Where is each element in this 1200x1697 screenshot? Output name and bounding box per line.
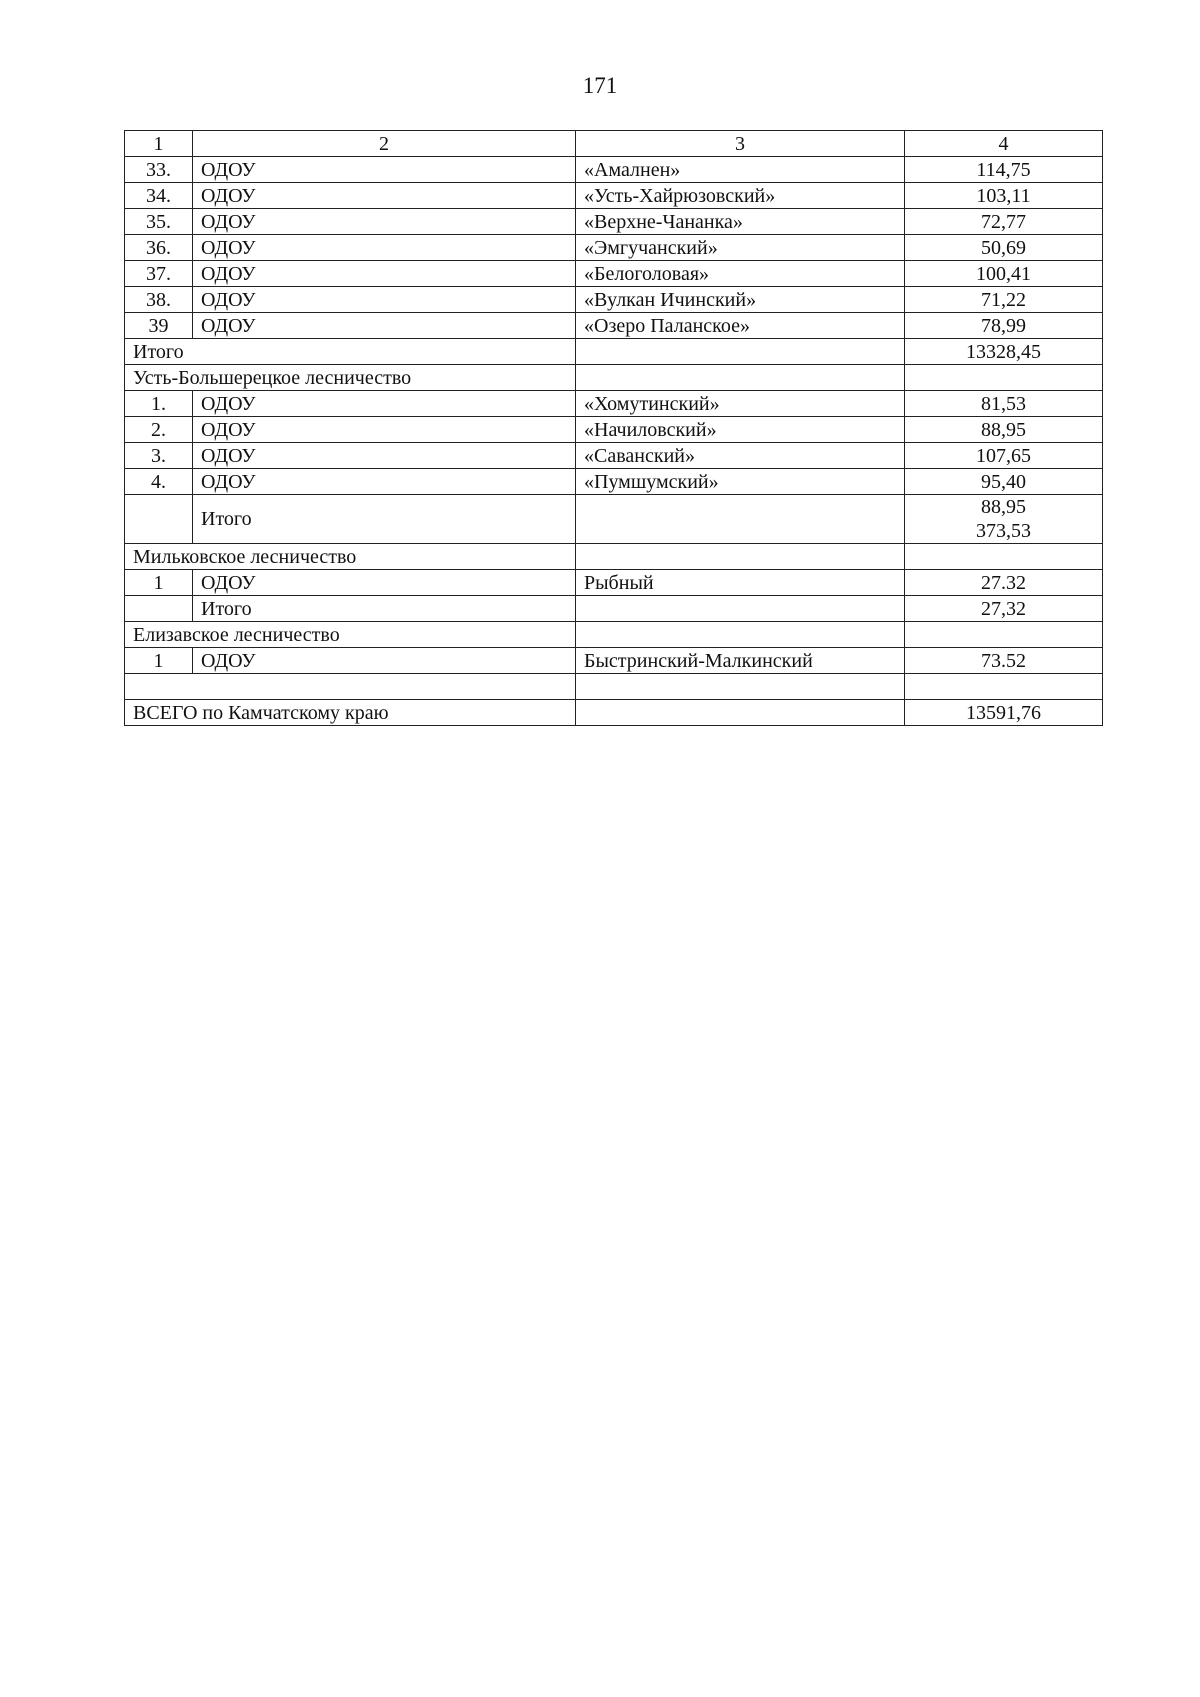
row-name: «Озеро Паланское» (576, 313, 905, 339)
row-value: 27.32 (905, 570, 1103, 596)
table-row (125, 157, 1103, 183)
row-number: 1 (125, 648, 193, 674)
section-row (125, 365, 1103, 391)
empty-cell (905, 544, 1103, 570)
empty-cell (576, 365, 905, 391)
empty-cell (125, 596, 193, 622)
row-number: 1 (125, 570, 193, 596)
row-value: 81,53 (905, 391, 1103, 417)
row-type: ОДОУ (193, 183, 576, 209)
row-number: 2. (125, 417, 193, 443)
table-row (125, 570, 1103, 596)
empty-cell (576, 495, 905, 544)
row-value: 95,40 (905, 469, 1103, 495)
row-name: «Белоголовая» (576, 261, 905, 287)
empty-cell (576, 596, 905, 622)
row-name: Рыбный (576, 570, 905, 596)
row-name: «Эмгучанский» (576, 235, 905, 261)
subtotal-label: Итого (193, 495, 576, 544)
subtotal-row (125, 495, 1103, 544)
empty-row (125, 674, 1103, 700)
empty-cell (576, 674, 905, 700)
row-name: «Саванский» (576, 443, 905, 469)
empty-cell (125, 674, 576, 700)
row-name: «Амалнен» (576, 157, 905, 183)
header-row (125, 131, 1103, 157)
row-type: ОДОУ (193, 287, 576, 313)
row-value: 73.52 (905, 648, 1103, 674)
row-value: 78,99 (905, 313, 1103, 339)
row-type: ОДОУ (193, 648, 576, 674)
row-type: ОДОУ (193, 469, 576, 495)
table-row (125, 391, 1103, 417)
row-value: 88,95 (905, 417, 1103, 443)
page-number: 171 (582, 73, 618, 98)
grand-total-label: ВСЕГО по Камчатскому краю (125, 700, 576, 726)
empty-cell (576, 622, 905, 648)
header-col-4: 4 (905, 131, 1103, 157)
subtotal-value: 13328,45 (905, 339, 1103, 365)
row-value: 100,41 (905, 261, 1103, 287)
row-type: ОДОУ (193, 391, 576, 417)
subtotal-value: 27,32 (905, 596, 1103, 622)
subtotal-value-line-1: 88,95 (981, 496, 1026, 518)
table-row (125, 209, 1103, 235)
subtotal-value-line-2: 373,53 (976, 520, 1031, 542)
row-type: ОДОУ (193, 570, 576, 596)
subtotal-row (125, 339, 1103, 365)
row-value: 114,75 (905, 157, 1103, 183)
row-name: «Вулкан Ичинский» (576, 287, 905, 313)
section-row (125, 544, 1103, 570)
empty-cell (905, 674, 1103, 700)
empty-cell (576, 339, 905, 365)
row-type: ОДОУ (193, 157, 576, 183)
grand-total-row (125, 700, 1103, 726)
row-name: «Верхне-Чананка» (576, 209, 905, 235)
table-row (125, 648, 1103, 674)
row-name: «Пумшумский» (576, 469, 905, 495)
header-col-1: 1 (125, 131, 193, 157)
row-name: «Хомутинский» (576, 391, 905, 417)
row-number: 4. (125, 469, 193, 495)
empty-cell (905, 622, 1103, 648)
row-value: 50,69 (905, 235, 1103, 261)
header-col-3: 3 (576, 131, 905, 157)
section-title: Усть-Большерецкое лесничество (125, 365, 576, 391)
grand-total-value: 13591,76 (905, 700, 1103, 726)
row-type: ОДОУ (193, 417, 576, 443)
subtotal-row (125, 596, 1103, 622)
row-value: 72,77 (905, 209, 1103, 235)
section-title: Мильковское лесничество (125, 544, 576, 570)
row-name: «Начиловский» (576, 417, 905, 443)
row-type: ОДОУ (193, 443, 576, 469)
row-type: ОДОУ (193, 209, 576, 235)
row-type: ОДОУ (193, 261, 576, 287)
row-number: 36. (125, 235, 193, 261)
row-number: 39 (125, 313, 193, 339)
table-row (125, 443, 1103, 469)
row-number: 35. (125, 209, 193, 235)
row-value: 71,22 (905, 287, 1103, 313)
empty-cell (125, 495, 193, 544)
subtotal-value (905, 495, 1103, 544)
subtotal-label: Итого (193, 596, 576, 622)
empty-cell (576, 700, 905, 726)
row-name: Быстринский-Малкинский (576, 648, 905, 674)
row-type: ОДОУ (193, 235, 576, 261)
row-number: 1. (125, 391, 193, 417)
row-number: 34. (125, 183, 193, 209)
table-row (125, 313, 1103, 339)
row-number: 3. (125, 443, 193, 469)
row-type: ОДОУ (193, 313, 576, 339)
subtotal-label: Итого (125, 339, 576, 365)
table-row (125, 287, 1103, 313)
section-row (125, 622, 1103, 648)
table-row (125, 469, 1103, 495)
row-value: 103,11 (905, 183, 1103, 209)
section-title: Елизавское лесничество (125, 622, 576, 648)
table-row (125, 183, 1103, 209)
empty-cell (905, 365, 1103, 391)
row-value: 107,65 (905, 443, 1103, 469)
row-number: 37. (125, 261, 193, 287)
empty-cell (576, 544, 905, 570)
table-row (125, 417, 1103, 443)
table-row (125, 261, 1103, 287)
row-name: «Усть-Хайрюзовский» (576, 183, 905, 209)
forest-areas-table (124, 130, 1103, 726)
row-number: 38. (125, 287, 193, 313)
header-col-2: 2 (193, 131, 576, 157)
table-row (125, 235, 1103, 261)
row-number: 33. (125, 157, 193, 183)
